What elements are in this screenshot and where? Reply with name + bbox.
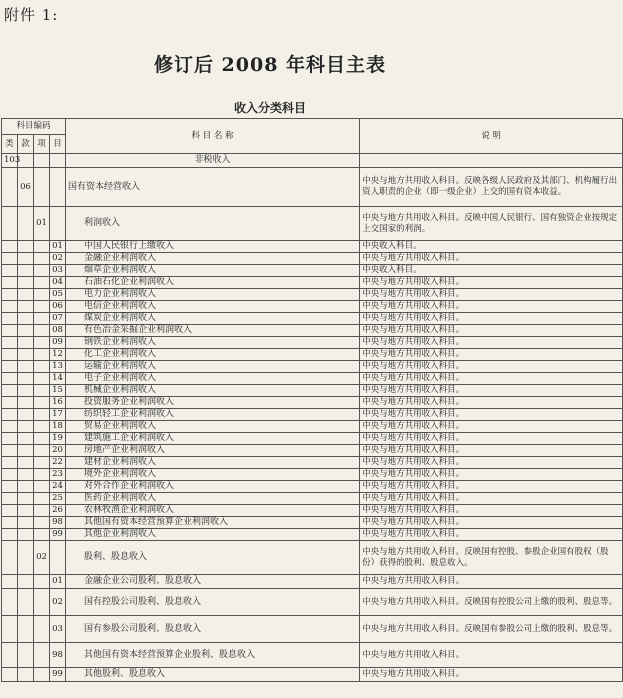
cell-name: 中国人民银行上缴收入 <box>66 241 360 253</box>
cell-mu: 02 <box>50 253 66 265</box>
table-row <box>2 589 623 616</box>
cell-xiang <box>34 643 50 668</box>
cell-name: 贸易企业利润收入 <box>66 421 360 433</box>
cell-lei <box>2 207 18 241</box>
cell-kuan <box>18 385 34 397</box>
subject-table <box>1 118 623 682</box>
cell-kuan <box>18 289 34 301</box>
cell-kuan <box>18 493 34 505</box>
cell-kuan <box>18 207 34 241</box>
cell-xiang <box>34 616 50 643</box>
table-row <box>2 325 623 337</box>
cell-kuan <box>18 575 34 589</box>
cell-name: 股利、股息收入 <box>66 541 360 575</box>
table-subtitle: 收入分类科目 <box>233 101 306 115</box>
cell-kuan <box>18 505 34 517</box>
cell-desc: 中央与地方共用收入科目。 <box>360 409 623 421</box>
cell-desc: 中央与地方共用收入科目。 <box>360 349 623 361</box>
cell-desc: 中央收入科目。 <box>360 241 623 253</box>
cell-mu: 02 <box>50 589 66 616</box>
cell-kuan <box>18 337 34 349</box>
cell-desc: 中央与地方共用收入科目。 <box>360 668 623 682</box>
table-row <box>2 457 623 469</box>
cell-name: 非税收入 <box>66 154 360 168</box>
table-row <box>2 575 623 589</box>
cell-xiang <box>34 397 50 409</box>
table-row <box>2 154 623 168</box>
cell-xiang <box>34 668 50 682</box>
page-title: 修订后 2008 年科目主表 <box>153 54 387 76</box>
cell-lei <box>2 349 18 361</box>
cell-lei <box>2 385 18 397</box>
cell-xiang <box>34 409 50 421</box>
cell-xiang <box>34 253 50 265</box>
cell-desc: 中央与地方共用收入科目。 <box>360 445 623 457</box>
cell-kuan <box>18 325 34 337</box>
cell-desc: 中央收入科目。 <box>360 265 623 277</box>
cell-xiang <box>34 575 50 589</box>
cell-desc: 中央与地方共用收入科目。 <box>360 289 623 301</box>
cell-mu: 16 <box>50 397 66 409</box>
cell-lei <box>2 433 18 445</box>
cell-name: 建材企业利润收入 <box>66 457 360 469</box>
cell-mu: 17 <box>50 409 66 421</box>
cell-desc: 中央与地方共用收入科目。 <box>360 421 623 433</box>
cell-lei <box>2 325 18 337</box>
attachment-label: 附件 1: <box>4 6 59 24</box>
cell-name: 石油石化企业利润收入 <box>66 277 360 289</box>
cell-mu: 08 <box>50 325 66 337</box>
cell-mu: 18 <box>50 421 66 433</box>
cell-xiang <box>34 493 50 505</box>
cell-lei <box>2 481 18 493</box>
cell-kuan <box>18 265 34 277</box>
cell-kuan <box>18 241 34 253</box>
cell-lei <box>2 265 18 277</box>
header-lei: 类 <box>2 135 18 154</box>
cell-desc: 中央与地方共用收入科目。 <box>360 253 623 265</box>
cell-lei <box>2 575 18 589</box>
cell-kuan <box>18 433 34 445</box>
cell-mu: 22 <box>50 457 66 469</box>
cell-mu <box>50 168 66 207</box>
cell-mu: 26 <box>50 505 66 517</box>
cell-xiang <box>34 361 50 373</box>
cell-name: 其他国有资本经营预算企业利润收入 <box>66 517 360 529</box>
table-row <box>2 643 623 668</box>
cell-desc: 中央与地方共用收入科目。反映国有控股、参股企业国有股权（股份）获得的股利、股息收入。 <box>360 541 623 575</box>
cell-name: 钢铁企业利润收入 <box>66 337 360 349</box>
cell-xiang <box>34 505 50 517</box>
cell-lei <box>2 301 18 313</box>
cell-mu: 24 <box>50 481 66 493</box>
table-row <box>2 433 623 445</box>
cell-xiang <box>34 337 50 349</box>
cell-lei <box>2 313 18 325</box>
cell-xiang <box>34 154 50 168</box>
table-row <box>2 409 623 421</box>
cell-kuan <box>18 445 34 457</box>
cell-kuan: 06 <box>18 168 34 207</box>
table-row <box>2 241 623 253</box>
header-code-group: 科目编码 <box>2 119 66 135</box>
cell-mu: 99 <box>50 529 66 541</box>
cell-name: 国有参股公司股利、股息收入 <box>66 616 360 643</box>
cell-desc: 中央与地方共用收入科目。 <box>360 505 623 517</box>
cell-mu <box>50 154 66 168</box>
cell-xiang <box>34 313 50 325</box>
header-mu: 目 <box>50 135 66 154</box>
header-kuan: 款 <box>18 135 34 154</box>
cell-kuan <box>18 301 34 313</box>
cell-kuan <box>18 349 34 361</box>
table-row <box>2 361 623 373</box>
cell-mu: 25 <box>50 493 66 505</box>
cell-lei <box>2 541 18 575</box>
table-row <box>2 385 623 397</box>
cell-kuan <box>18 397 34 409</box>
cell-lei <box>2 241 18 253</box>
cell-xiang <box>34 517 50 529</box>
cell-lei <box>2 668 18 682</box>
cell-desc: 中央与地方共用收入科目。 <box>360 301 623 313</box>
cell-xiang <box>34 301 50 313</box>
cell-mu: 98 <box>50 517 66 529</box>
cell-kuan <box>18 277 34 289</box>
cell-xiang <box>34 457 50 469</box>
cell-lei <box>2 643 18 668</box>
table-row <box>2 529 623 541</box>
cell-xiang <box>34 349 50 361</box>
cell-desc: 中央与地方共用收入科目。反映中国人民银行、国有独资企业按规定上交国家的利润。 <box>360 207 623 241</box>
cell-lei <box>2 457 18 469</box>
cell-mu: 15 <box>50 385 66 397</box>
cell-xiang <box>34 277 50 289</box>
cell-name: 化工企业利润收入 <box>66 349 360 361</box>
cell-desc: 中央与地方共用收入科目。 <box>360 517 623 529</box>
cell-kuan <box>18 541 34 575</box>
cell-mu: 99 <box>50 668 66 682</box>
cell-kuan <box>18 421 34 433</box>
cell-xiang: 01 <box>34 207 50 241</box>
cell-mu: 03 <box>50 616 66 643</box>
cell-mu: 23 <box>50 469 66 481</box>
cell-desc: 中央与地方共用收入科目。 <box>360 277 623 289</box>
cell-name: 电信企业利润收入 <box>66 301 360 313</box>
cell-mu: 20 <box>50 445 66 457</box>
table-row <box>2 493 623 505</box>
cell-desc: 中央与地方共用收入科目。 <box>360 457 623 469</box>
cell-kuan <box>18 643 34 668</box>
cell-name: 金融企业利润收入 <box>66 253 360 265</box>
cell-mu: 98 <box>50 643 66 668</box>
cell-name: 利润收入 <box>66 207 360 241</box>
cell-desc: 中央与地方共用收入科目。 <box>360 469 623 481</box>
cell-kuan <box>18 589 34 616</box>
cell-desc: 中央与地方共用收入科目。 <box>360 433 623 445</box>
cell-lei <box>2 517 18 529</box>
cell-mu: 04 <box>50 277 66 289</box>
cell-desc: 中央与地方共用收入科目。 <box>360 385 623 397</box>
cell-lei <box>2 397 18 409</box>
cell-lei <box>2 469 18 481</box>
cell-name: 运输企业利润收入 <box>66 361 360 373</box>
cell-kuan <box>18 253 34 265</box>
cell-name: 纺织轻工企业利润收入 <box>66 409 360 421</box>
cell-name: 烟草企业利润收入 <box>66 265 360 277</box>
cell-kuan <box>18 457 34 469</box>
cell-mu <box>50 207 66 241</box>
cell-xiang <box>34 325 50 337</box>
table-row <box>2 445 623 457</box>
cell-kuan <box>18 361 34 373</box>
cell-xiang: 02 <box>34 541 50 575</box>
cell-lei <box>2 589 18 616</box>
cell-mu: 03 <box>50 265 66 277</box>
table-row <box>2 481 623 493</box>
cell-lei <box>2 421 18 433</box>
cell-desc: 中央与地方共用收入科目。 <box>360 337 623 349</box>
cell-kuan <box>18 409 34 421</box>
cell-xiang <box>34 445 50 457</box>
cell-name: 金融企业公司股利、股息收入 <box>66 575 360 589</box>
header-name: 科 目 名 称 <box>66 119 360 154</box>
cell-desc: 中央与地方共用收入科目。 <box>360 361 623 373</box>
cell-lei <box>2 277 18 289</box>
cell-desc: 中央与地方共用收入科目。 <box>360 643 623 668</box>
table-row <box>2 373 623 385</box>
cell-name: 其他国有资本经营预算企业股利、股息收入 <box>66 643 360 668</box>
cell-xiang <box>34 433 50 445</box>
cell-name: 建筑施工企业利润收入 <box>66 433 360 445</box>
cell-kuan <box>18 616 34 643</box>
cell-mu: 05 <box>50 289 66 301</box>
table-row <box>2 168 623 207</box>
cell-xiang <box>34 265 50 277</box>
cell-kuan <box>18 469 34 481</box>
cell-desc: 中央与地方共用收入科目。 <box>360 481 623 493</box>
header-desc: 说 明 <box>360 119 623 154</box>
cell-name: 煤炭企业利润收入 <box>66 313 360 325</box>
cell-name: 农林牧渔企业利润收入 <box>66 505 360 517</box>
table-row <box>2 337 623 349</box>
cell-kuan <box>18 313 34 325</box>
cell-xiang <box>34 373 50 385</box>
cell-desc: 中央与地方共用收入科目。反映国有参股公司上缴的股利、股息等。 <box>360 616 623 643</box>
cell-desc: 中央与地方共用收入科目。 <box>360 325 623 337</box>
table-row <box>2 289 623 301</box>
table-row <box>2 265 623 277</box>
cell-name: 电子企业利润收入 <box>66 373 360 385</box>
cell-lei <box>2 337 18 349</box>
cell-desc: 中央与地方共用收入科目。 <box>360 313 623 325</box>
table-row <box>2 541 623 575</box>
table-row <box>2 253 623 265</box>
cell-xiang <box>34 168 50 207</box>
cell-mu: 12 <box>50 349 66 361</box>
cell-desc: 中央与地方共用收入科目。反映国有控股公司上缴的股利、股息等。 <box>360 589 623 616</box>
table-row <box>2 421 623 433</box>
cell-name: 国有资本经营收入 <box>66 168 360 207</box>
cell-mu: 07 <box>50 313 66 325</box>
cell-lei: 103 <box>2 154 18 168</box>
cell-kuan <box>18 373 34 385</box>
cell-lei <box>2 373 18 385</box>
table-row <box>2 505 623 517</box>
cell-xiang <box>34 589 50 616</box>
cell-name: 国有控股公司股利、股息收入 <box>66 589 360 616</box>
cell-name: 有色冶金采掘企业利润收入 <box>66 325 360 337</box>
table-row <box>2 517 623 529</box>
table-row <box>2 397 623 409</box>
cell-name: 机械企业利润收入 <box>66 385 360 397</box>
cell-mu <box>50 541 66 575</box>
header-row-1 <box>2 119 623 135</box>
cell-xiang <box>34 529 50 541</box>
cell-lei <box>2 529 18 541</box>
cell-name: 投资服务企业利润收入 <box>66 397 360 409</box>
cell-mu: 13 <box>50 361 66 373</box>
cell-desc: 中央与地方共用收入科目。 <box>360 373 623 385</box>
header-xiang: 项 <box>34 135 50 154</box>
cell-lei <box>2 361 18 373</box>
cell-name: 房地产企业利润收入 <box>66 445 360 457</box>
table-row <box>2 469 623 481</box>
cell-mu: 09 <box>50 337 66 349</box>
cell-mu: 01 <box>50 241 66 253</box>
cell-lei <box>2 616 18 643</box>
cell-desc: 中央与地方共用收入科目。反映各级人民政府及其部门、机构履行出资人职责的企业（即一级企业）上交的国有资本收益。 <box>360 168 623 207</box>
cell-desc: 中央与地方共用收入科目。 <box>360 397 623 409</box>
cell-xiang <box>34 481 50 493</box>
cell-desc: 中央与地方共用收入科目。 <box>360 493 623 505</box>
cell-lei <box>2 168 18 207</box>
cell-lei <box>2 493 18 505</box>
cell-desc <box>360 154 623 168</box>
table-row <box>2 349 623 361</box>
cell-xiang <box>34 469 50 481</box>
cell-lei <box>2 409 18 421</box>
cell-lei <box>2 505 18 517</box>
cell-xiang <box>34 421 50 433</box>
table-row <box>2 313 623 325</box>
cell-desc: 中央与地方共用收入科目。 <box>360 575 623 589</box>
cell-name: 医药企业利润收入 <box>66 493 360 505</box>
cell-mu: 19 <box>50 433 66 445</box>
table-row <box>2 277 623 289</box>
cell-kuan <box>18 517 34 529</box>
cell-name: 境外企业利润收入 <box>66 469 360 481</box>
cell-mu: 14 <box>50 373 66 385</box>
cell-name: 对外合作企业利润收入 <box>66 481 360 493</box>
cell-lei <box>2 253 18 265</box>
cell-xiang <box>34 241 50 253</box>
table-row <box>2 301 623 313</box>
table-row <box>2 616 623 643</box>
cell-kuan <box>18 668 34 682</box>
cell-kuan <box>18 481 34 493</box>
table-row <box>2 668 623 682</box>
cell-name: 电力企业利润收入 <box>66 289 360 301</box>
cell-lei <box>2 445 18 457</box>
cell-desc: 中央与地方共用收入科目。 <box>360 529 623 541</box>
cell-name: 其他股利、股息收入 <box>66 668 360 682</box>
cell-mu: 06 <box>50 301 66 313</box>
cell-xiang <box>34 289 50 301</box>
table-row <box>2 207 623 241</box>
cell-xiang <box>34 385 50 397</box>
cell-kuan <box>18 529 34 541</box>
cell-name: 其他企业利润收入 <box>66 529 360 541</box>
cell-mu: 01 <box>50 575 66 589</box>
cell-lei <box>2 289 18 301</box>
